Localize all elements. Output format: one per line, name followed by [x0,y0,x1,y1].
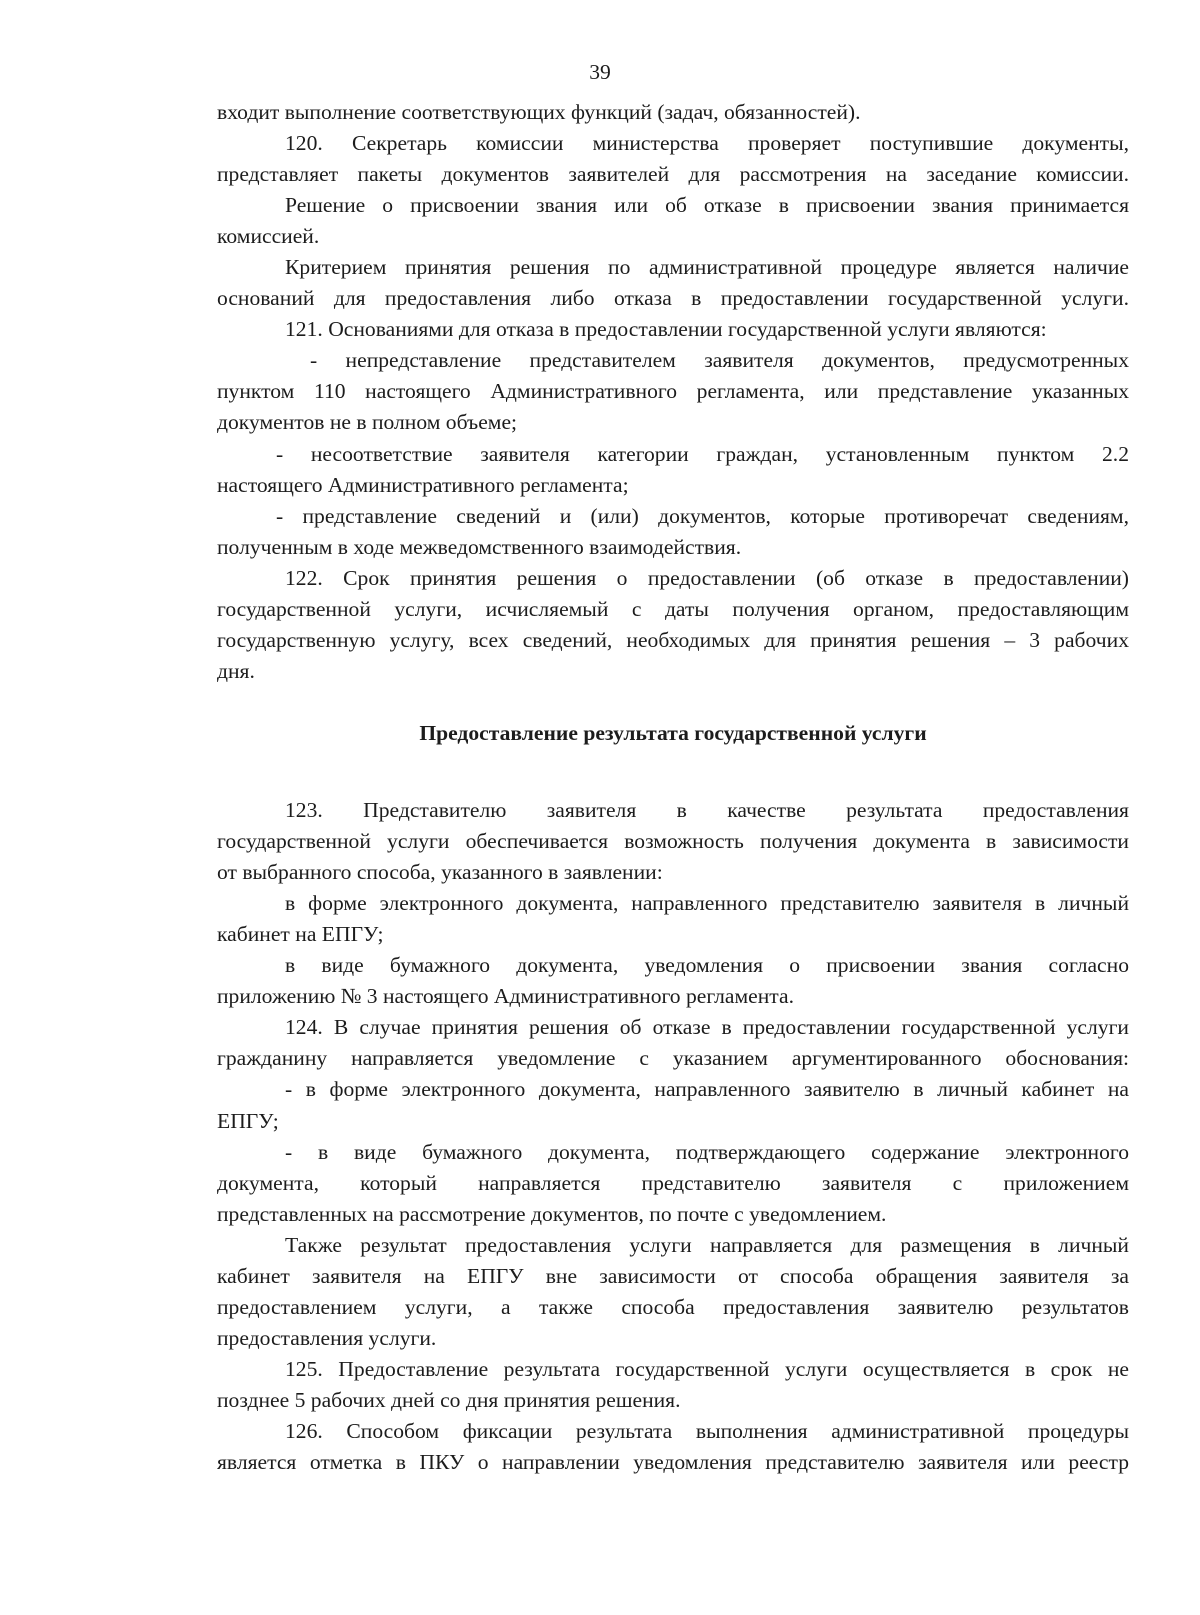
text-line: входит выполнение соответствующих функций (задач, обязанностей). [217,100,861,124]
text-line: - в виде бумажного документа, подтверждающего содержание электронного [285,1139,1129,1164]
text-line: ЕПГУ; [217,1108,279,1133]
text-line: гражданину направляется уведомление с указанием аргументированного обоснования: [217,1046,1129,1071]
text-line: 123. Представителю заявителя в качестве результата предоставления [285,798,1129,823]
text-line: в форме электронного документа, направленного представителю заявителя в личный [285,891,1129,916]
text-line: - в форме электронного документа, направленного заявителю в личный кабинет на [285,1077,1129,1102]
text-line: полученным в ходе межведомственного взаимодействия. [217,534,742,559]
text-line: 121. Основаниями для отказа в предоставлении государственной услуги являются: [285,317,1047,342]
text-line: государственную услугу, всех сведений, необходимых для принятия решения – 3 рабочих [217,627,1129,652]
text-line: - непредставление представителем заявителя документов, предусмотренных [310,348,1129,373]
text-line: - несоответствие заявителя категории граждан, установленным пунктом 2.2 [276,441,1129,466]
text-line: кабинет заявителя на ЕПГУ вне зависимости от способа обращения заявителя за [217,1263,1129,1288]
text-line: оснований для предоставления либо отказа в предоставлении государственной услуги. [217,286,1129,311]
text-line: приложению № 3 настоящего Административного регламента. [217,984,794,1009]
text-line: 125. Предоставление результата государственной услуги осуществляется в срок не [285,1356,1129,1381]
text-line: дня. [217,658,255,683]
text-line: от выбранного способа, указанного в заявлении: [217,860,663,885]
text-line: настоящего Административного регламента; [217,472,629,497]
text-line: пунктом 110 настоящего Административного регламента, или представление указанных [217,379,1129,404]
text-line: 124. В случае принятия решения об отказе в предоставлении государственной услуги [285,1015,1129,1040]
section-heading: Предоставление результата государственной услуги [419,720,927,745]
text-line: государственной услуги обеспечивается возможность получения документа в зависимости [217,829,1129,854]
page-number: 39 [589,60,611,84]
text-line: предоставления услуги. [217,1325,437,1350]
text-line: в виде бумажного документа, уведомления о присвоении звания согласно [285,953,1129,978]
text-line: представляет пакеты документов заявителей для рассмотрения на заседание комиссии. [217,162,1129,187]
text-line: Критерием принятия решения по административной процедуре является наличие [285,255,1129,280]
text-line: представленных на рассмотрение документов, по почте с уведомлением. [217,1201,887,1226]
text-line: кабинет на ЕПГУ; [217,922,384,947]
text-line: государственной услуги, исчисляемый с даты получения органом, предоставляющим [217,596,1129,621]
text-line: 126. Способом фиксации результата выполнения административной процедуры [285,1418,1129,1443]
text-line: предоставлением услуги, а также способа предоставления заявителю результатов [217,1294,1129,1319]
text-line: позднее 5 рабочих дней со дня принятия решения. [217,1387,681,1412]
text-line: документов не в полном объеме; [217,410,518,435]
text-line: комиссией. [217,224,320,249]
text-line: 122. Срок принятия решения о предоставлении (об отказе в предоставлении) [285,565,1129,590]
text-line: 120. Секретарь комиссии министерства проверяет поступившие документы, [285,131,1129,156]
text-line: Решение о присвоении звания или об отказе в присвоении звания принимается [285,193,1129,218]
text-line: Также результат предоставления услуги направляется для размещения в личный [285,1232,1129,1257]
text-line: является отметка в ПКУ о направлении уведомления представителю заявителя или реестр [217,1450,1129,1475]
text-line: документа, который направляется представителю заявителя с приложением [217,1170,1129,1195]
text-line: - представление сведений и (или) документов, которые противоречат сведениям, [276,503,1129,528]
document-body [217,97,1129,1478]
